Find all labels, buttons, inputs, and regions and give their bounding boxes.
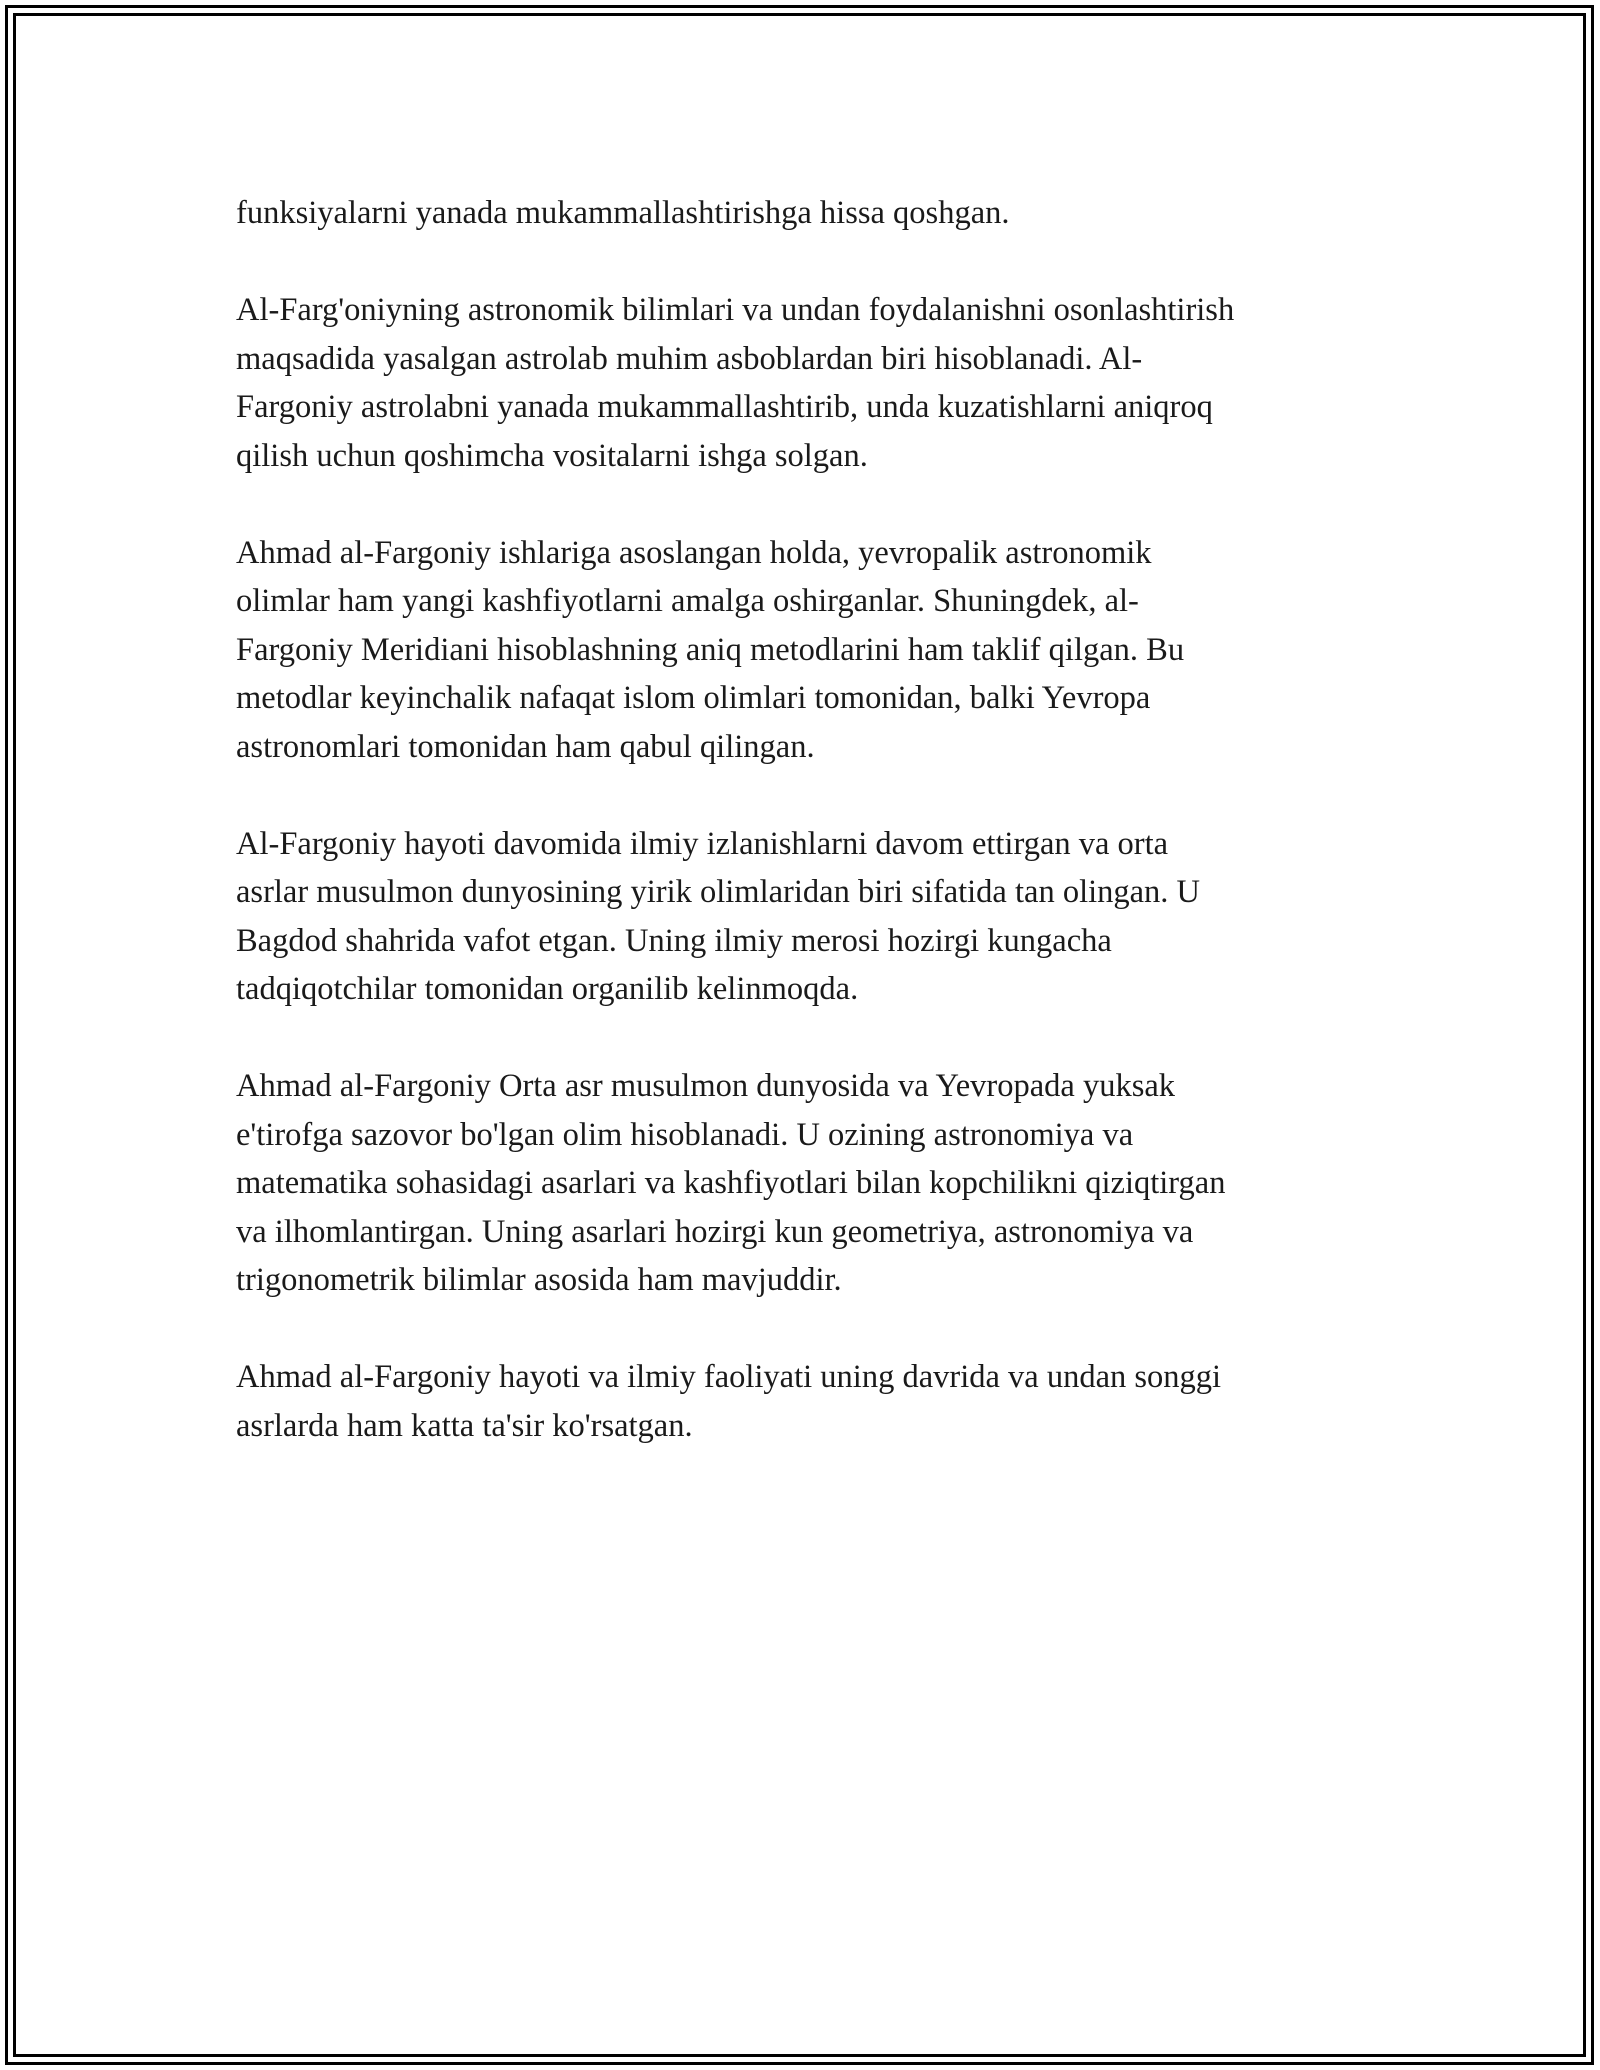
text-line: Ahmad al-Fargoniy ishlariga asoslangan holda, yevropalik astronomik: [236, 534, 1152, 571]
text-line: qilish uchun qoshimcha vositalarni ishga solgan.: [236, 437, 868, 474]
text-line: tadqiqotchilar tomonidan organilib kelinmoqda.: [236, 971, 859, 1007]
text-line: Ahmad al-Fargoniy hayoti va ilmiy faoliyati uning davrida va undan songgi: [236, 1359, 1222, 1395]
text-line: Fargoniy Meridiani hisoblashning aniq metodlarini ham taklif qilgan. Bu: [236, 631, 1185, 668]
text-line: e'tirofga sazovor bo'lgan olim hisoblanadi. U ozining astronomiya va: [236, 1116, 1134, 1153]
paragraph-2: [236, 286, 1376, 480]
text-line: Fargoniy astrolabni yanada mukammallashtirib, unda kuzatishlarni aniqroq: [236, 389, 1213, 425]
text-line: funksiyalarni yanada mukammallashtirishga hissa qoshgan.: [236, 195, 1010, 231]
text-line: trigonometrik bilimlar asosida ham mavjuddir.: [236, 1262, 842, 1298]
text-line: Bagdod shahrida vafot etgan. Uning ilmiy merosi hozirgi kungacha: [236, 922, 1112, 959]
paragraph-6: [236, 1353, 1376, 1450]
text-line: metodlar keyinchalik nafaqat islom olimlari tomonidan, balki Yevropa: [236, 680, 1151, 716]
text-line: asrlar musulmon dunyosining yirik olimlaridan biri sifatida tan olingan. U: [236, 874, 1201, 910]
text-line: Ahmad al-Fargoniy Orta asr musulmon dunyosida va Yevropada yuksak: [236, 1068, 1176, 1104]
paragraph-4: [236, 820, 1376, 1014]
text-line: va ilhomlantirgan. Uning asarlari hozirgi kun geometriya, astronomiya va: [236, 1213, 1194, 1250]
paragraph-5: [236, 1062, 1376, 1305]
text-line: maqsadida yasalgan astrolab muhim asboblardan biri hisoblanadi. Al-: [236, 340, 1143, 377]
document-body: [236, 189, 1376, 1499]
paragraph-3: [236, 529, 1376, 772]
paragraph-1: [236, 189, 1376, 238]
text-line: matematika sohasidagi asarlari va kashfiyotlari bilan kopchilikni qiziqtirgan: [236, 1165, 1226, 1201]
text-line: Al-Farg'oniyning astronomik bilimlari va undan foydalanishni osonlashtirish: [236, 292, 1235, 328]
text-line: asrlarda ham katta ta'sir ko'rsatgan.: [236, 1407, 693, 1444]
text-line: olimlar ham yangi kashfiyotlarni amalga oshirganlar. Shuningdek, al-: [236, 583, 1139, 619]
text-line: Al-Fargoniy hayoti davomida ilmiy izlanishlarni davom ettirgan va orta: [236, 825, 1169, 862]
text-line: astronomlari tomonidan ham qabul qilingan.: [236, 728, 815, 765]
